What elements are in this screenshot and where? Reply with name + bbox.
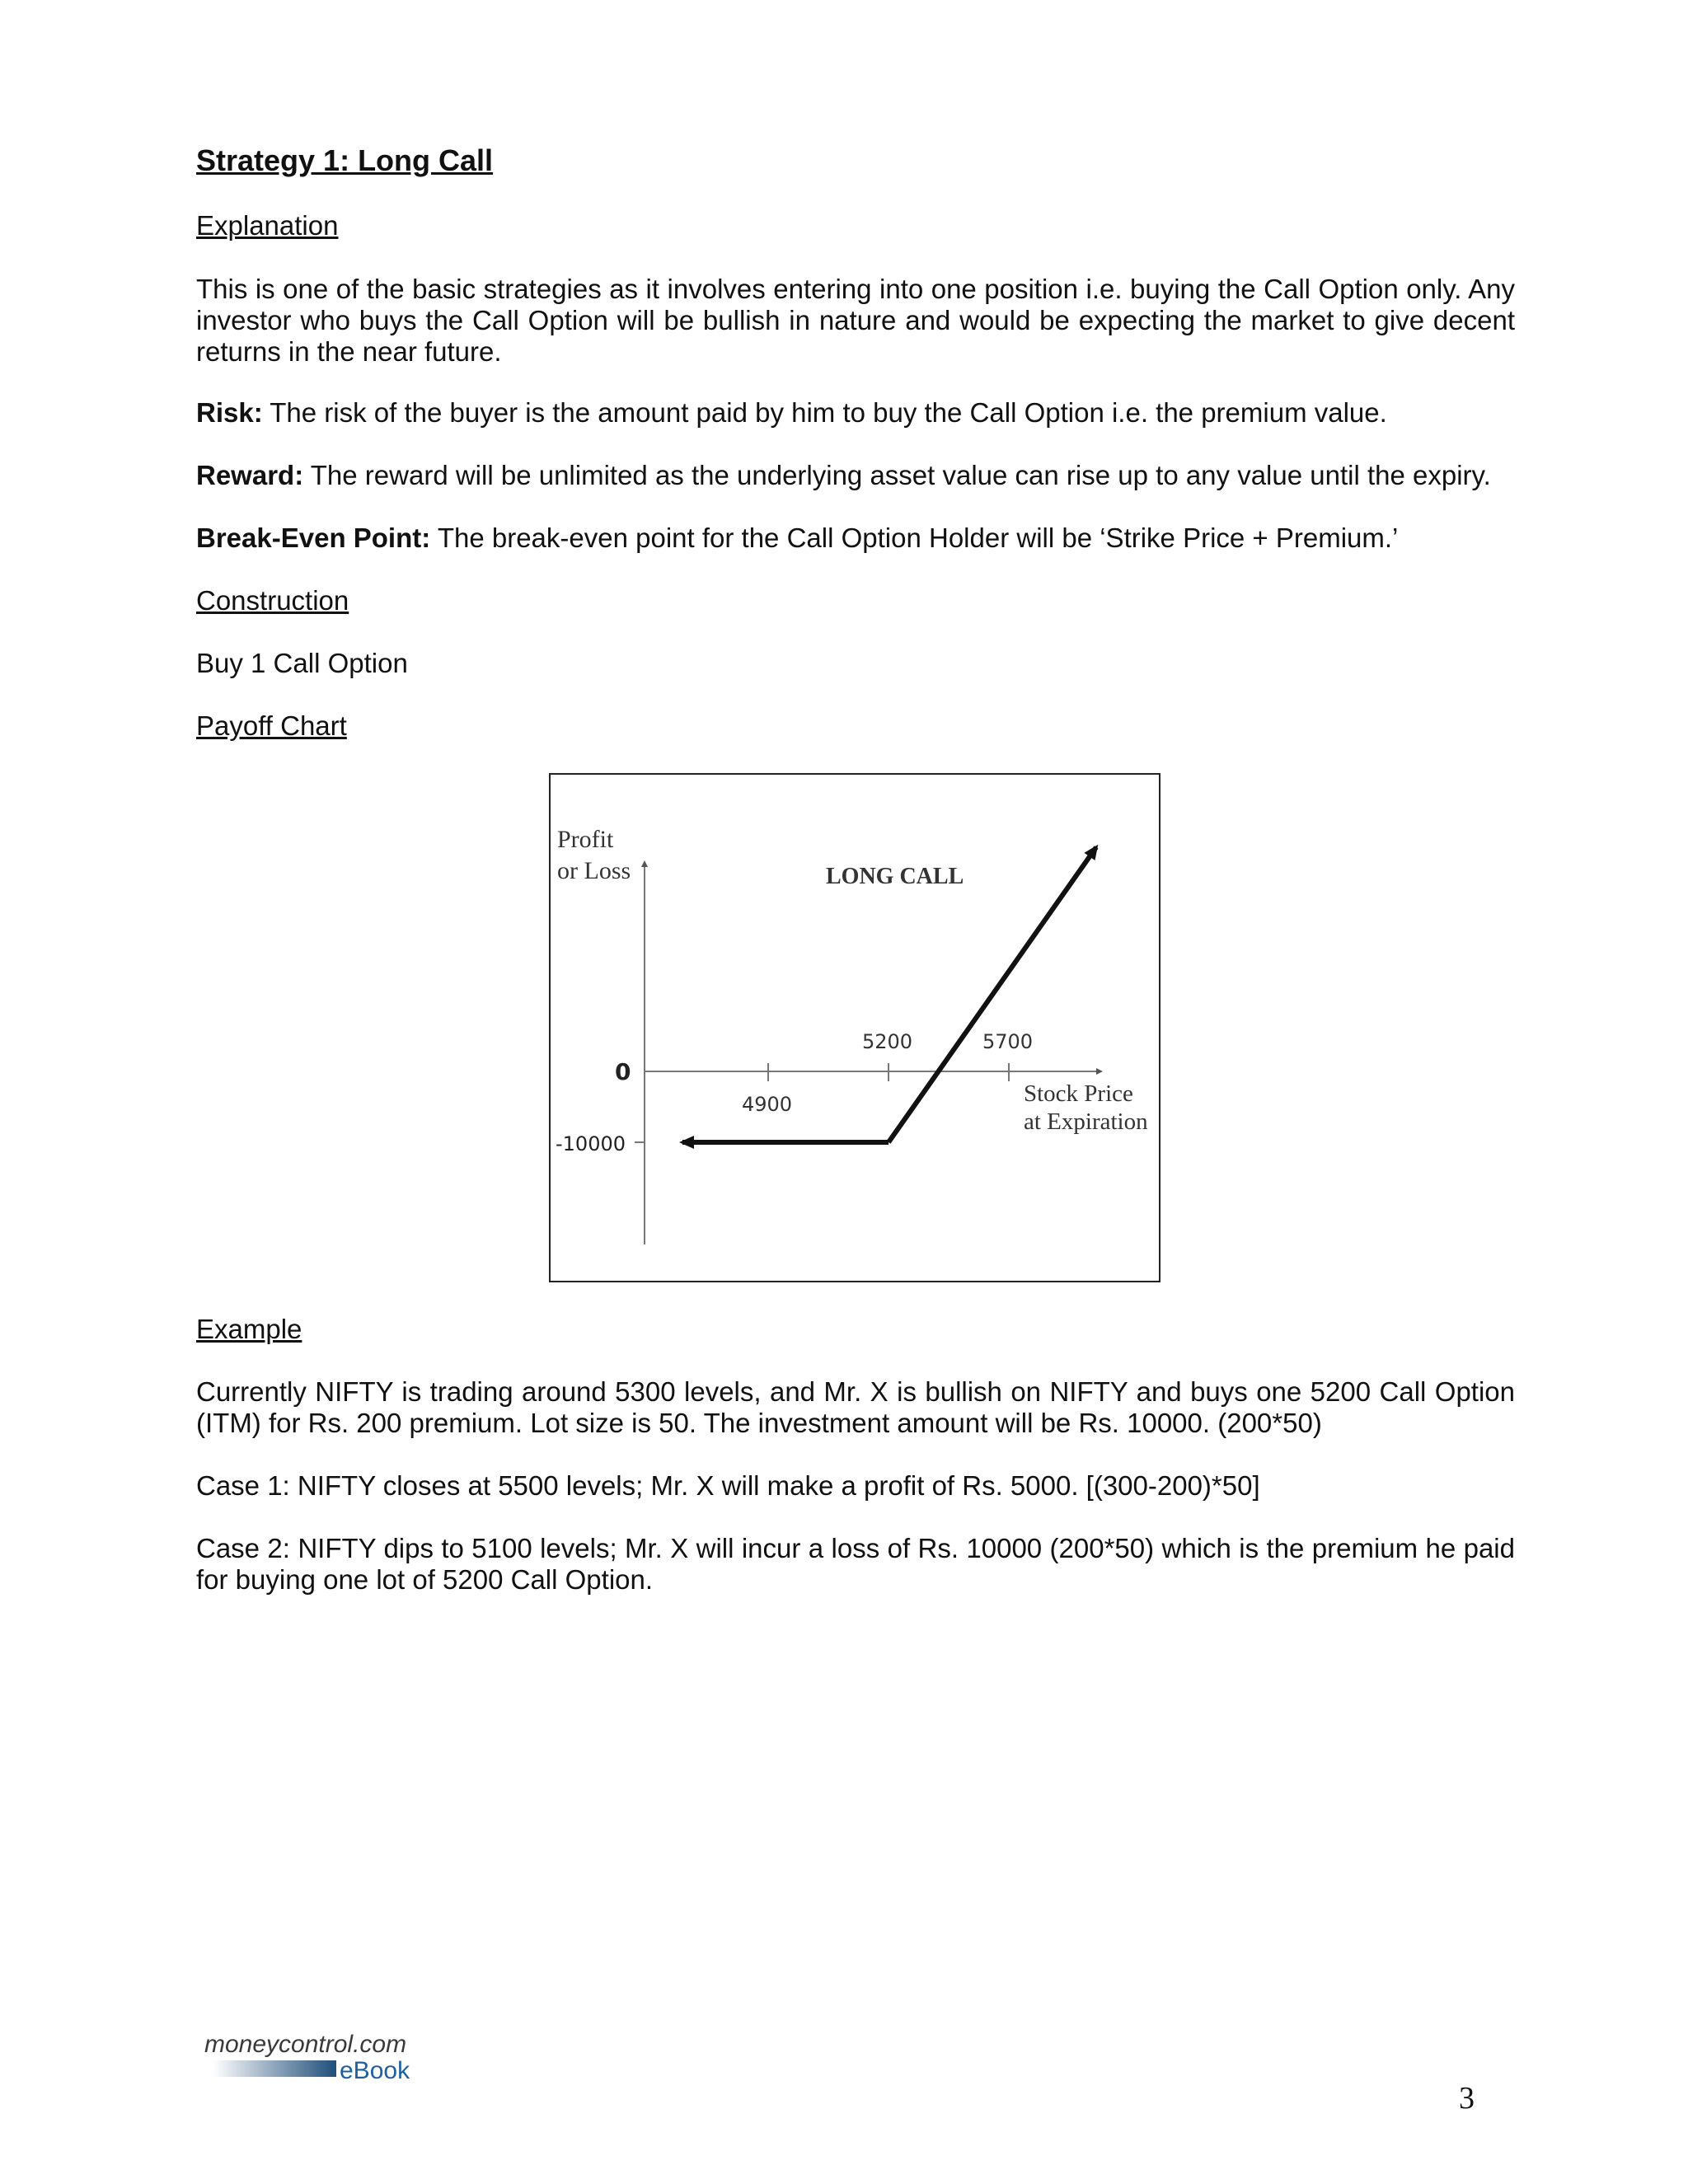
breakeven-text: The break-even point for the Call Option Holder will be ‘Strike Price + Premium.’ [430, 523, 1399, 553]
page-heading: Strategy 1: Long Call [196, 143, 494, 177]
construction-label: Construction [196, 585, 349, 616]
y-axis-label-line2: or Loss [557, 857, 631, 884]
case2-paragraph: Case 2: NIFTY dips to 5100 levels; Mr. X will incur a loss of Rs. 10000 (200*50) which is the premium he paid for buying one lot of 5200 Call Option. [196, 1533, 1515, 1595]
x-tick-label-5700: 5700 [982, 1030, 1034, 1053]
explanation-paragraph: This is one of the basic strategies as it involves entering into one position i.e. buying the Call Option only. Any investor who buys the Call Option will be bullish in nature and would be expecting the market to give decent returns in the near future. [196, 274, 1515, 367]
construction-text: Buy 1 Call Option [196, 648, 408, 678]
y-tick-label-minus-10000: -10000 [556, 1132, 626, 1155]
x-axis-label-line1: Stock Price [1024, 1080, 1133, 1107]
case1-paragraph: Case 1: NIFTY closes at 5500 levels; Mr. X will make a profit of Rs. 5000. [(300-200)*50] [196, 1470, 1260, 1501]
payoff-chart [549, 773, 1160, 1282]
payoff-chart-label: Payoff Chart [196, 710, 347, 741]
x-axis-label-line2: at Expiration [1024, 1108, 1148, 1135]
risk-label: Risk: [196, 397, 263, 428]
reward-text: The reward will be unlimited as the underlying asset value can rise up to any value until the expiry. [303, 460, 1491, 490]
risk-text: The risk of the buyer is the amount paid by him to buy the Call Option i.e. the premium value. [262, 397, 1387, 428]
page-number: 3 [1459, 2081, 1475, 2116]
chart-ticks [556, 1030, 1033, 1155]
risk-paragraph [196, 397, 1515, 429]
logo-graphic [204, 2029, 452, 2087]
example-label: Example [196, 1314, 302, 1344]
logo-top-text: moneycontrol.com [204, 2031, 407, 2058]
breakeven-paragraph [196, 523, 1515, 554]
y-tick-label-zero: 0 [615, 1058, 631, 1085]
chart-title: LONG CALL [826, 864, 964, 889]
x-tick-label-4900: 4900 [742, 1093, 793, 1116]
explanation-label: Explanation [196, 210, 339, 241]
logo-bottom-text: eBook [340, 2057, 410, 2084]
reward-label: Reward: [196, 460, 304, 490]
breakeven-label: Break-Even Point: [196, 523, 431, 553]
logo-gradient-bar [213, 2060, 336, 2077]
moneycontrol-logo [204, 2029, 452, 2087]
x-tick-label-5200: 5200 [862, 1030, 913, 1053]
example-paragraph: Currently NIFTY is trading around 5300 levels, and Mr. X is bullish on NIFTY and buys one 5200 Call Option (ITM) for Rs. 200 premium. Lot size is 50. The investment amount will be Rs. 10000. (200*50) [196, 1376, 1515, 1438]
y-axis-label-line1: Profit [557, 826, 614, 853]
payoff-chart-svg [551, 775, 1159, 1281]
reward-paragraph [196, 460, 1515, 491]
